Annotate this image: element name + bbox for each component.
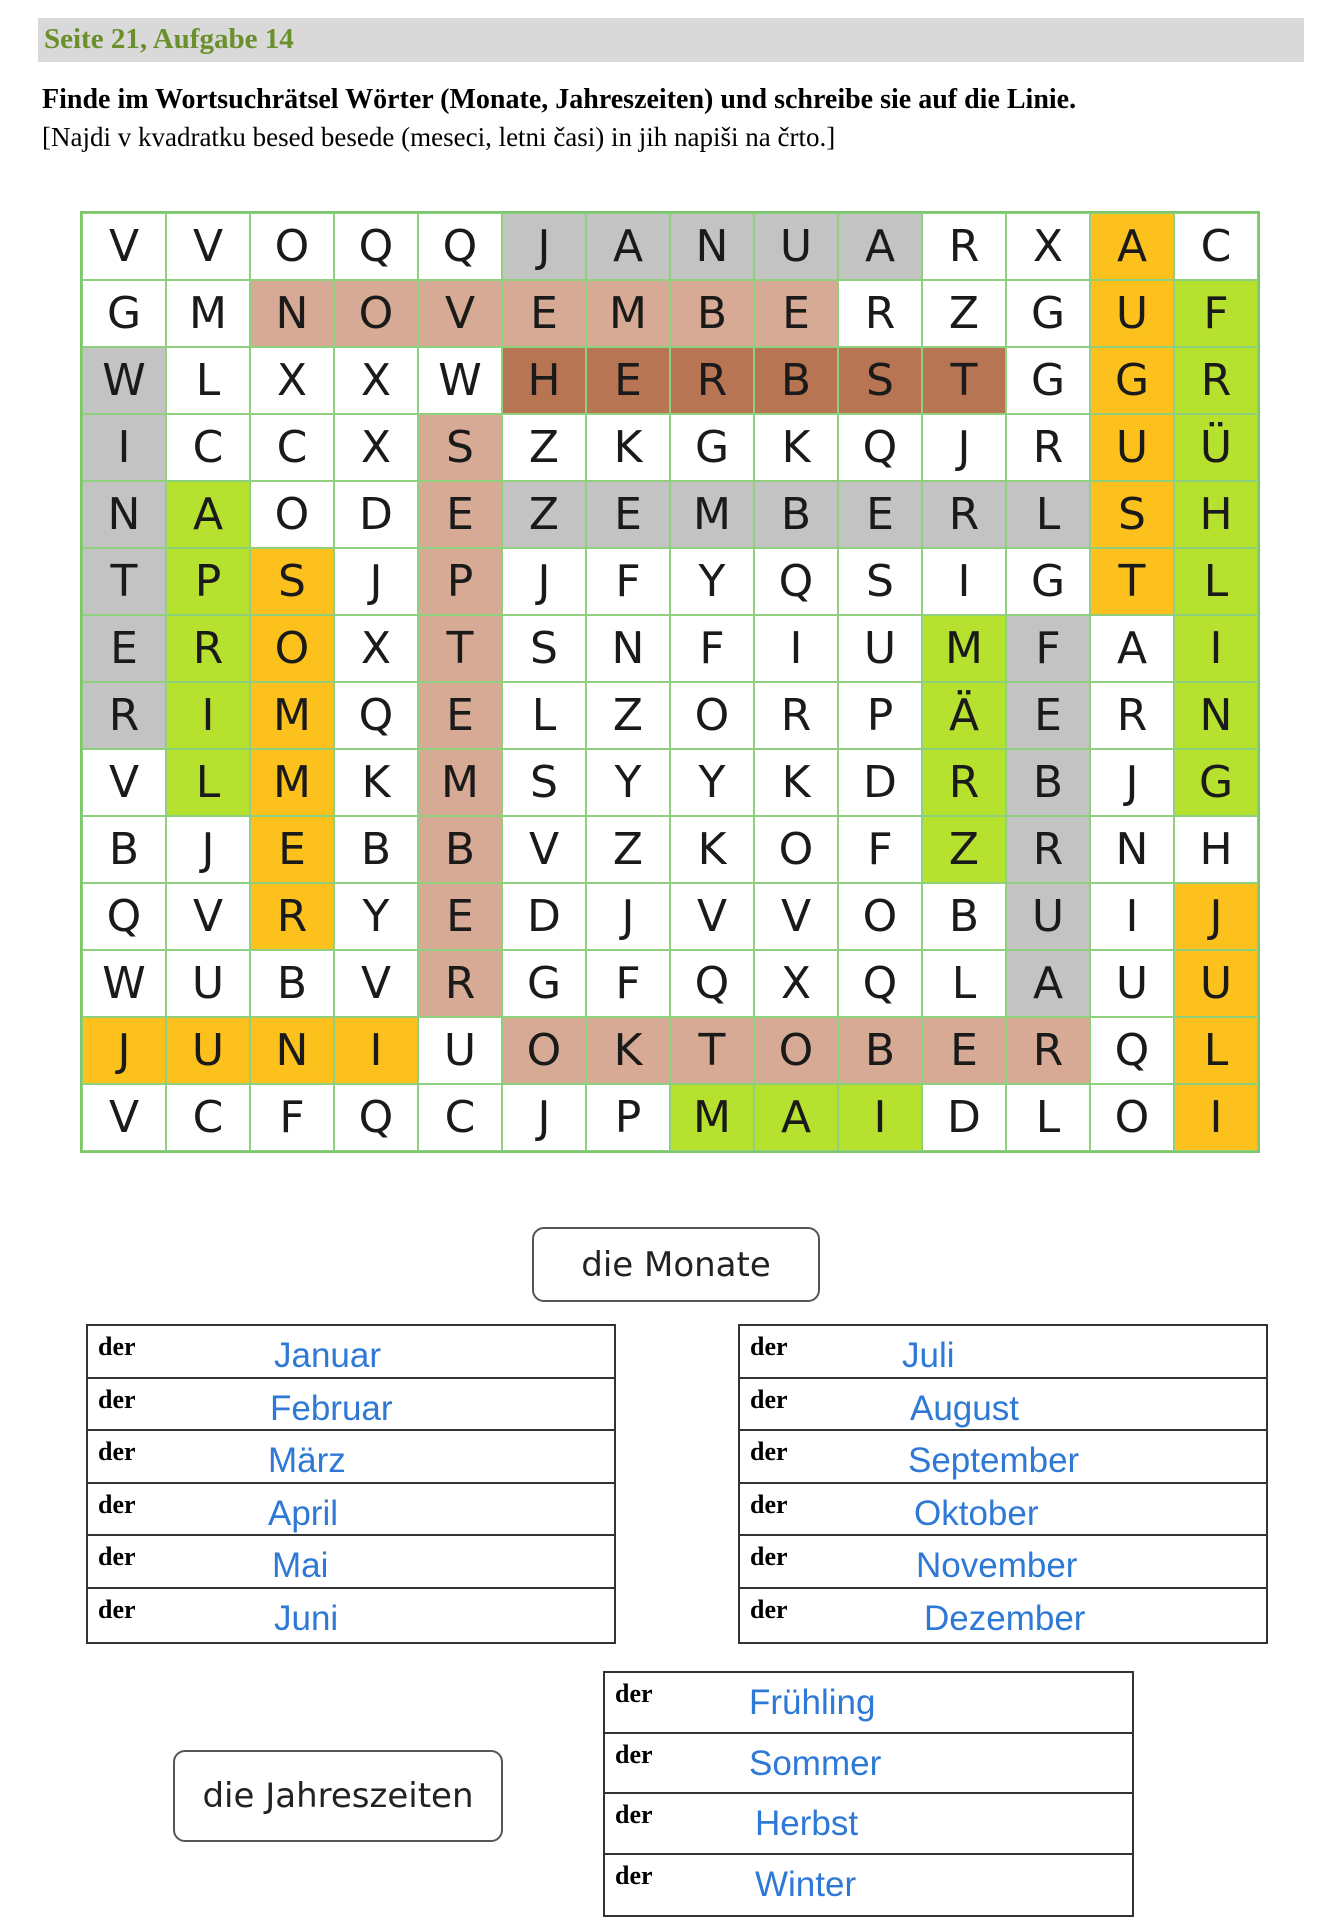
answer-row (88, 1589, 614, 1642)
answer-word[interactable]: Dezember (924, 1598, 1086, 1638)
answer-row (605, 1855, 1132, 1916)
article-label: der (98, 1542, 136, 1572)
grid-cell: U (166, 1017, 250, 1084)
article-label: der (750, 1437, 788, 1467)
grid-cell: U (754, 213, 838, 280)
grid-cell: A (838, 213, 922, 280)
grid-cell: V (418, 280, 502, 347)
grid-cell: R (1174, 347, 1258, 414)
grid-cell: G (502, 950, 586, 1017)
grid-cell: C (1174, 213, 1258, 280)
grid-cell: A (166, 481, 250, 548)
grid-cell: Z (502, 414, 586, 481)
grid-cell: S (502, 615, 586, 682)
grid-cell: A (1090, 615, 1174, 682)
answer-word[interactable]: Juli (902, 1336, 955, 1375)
answer-word[interactable]: Mai (272, 1546, 329, 1586)
grid-cell: F (1174, 280, 1258, 347)
grid-cell: O (334, 280, 418, 347)
grid-cell: B (250, 950, 334, 1017)
seasons-label: die Jahreszeiten (173, 1750, 503, 1842)
grid-cell: I (754, 615, 838, 682)
grid-cell: I (838, 1084, 922, 1151)
grid-cell: S (418, 414, 502, 481)
grid-cell: R (250, 883, 334, 950)
grid-cell: U (1090, 280, 1174, 347)
grid-cell: Y (586, 749, 670, 816)
grid-cell: K (586, 1017, 670, 1084)
article-label: der (750, 1489, 788, 1519)
grid-cell: Y (670, 749, 754, 816)
grid-cell: O (838, 883, 922, 950)
grid-cell: O (502, 1017, 586, 1084)
grid-cell: F (838, 816, 922, 883)
grid-cell: P (838, 682, 922, 749)
grid-cell: N (670, 213, 754, 280)
grid-cell: I (1174, 615, 1258, 682)
grid-cell: H (1174, 481, 1258, 548)
grid-cell: I (82, 414, 166, 481)
grid-cell: C (166, 414, 250, 481)
grid-cell: B (670, 280, 754, 347)
grid-cell: F (586, 950, 670, 1017)
grid-cell: R (1006, 1017, 1090, 1084)
answer-row (605, 1673, 1132, 1734)
grid-cell: R (1090, 682, 1174, 749)
grid-cell: L (1006, 481, 1090, 548)
grid-cell: R (166, 615, 250, 682)
grid-cell: E (418, 682, 502, 749)
grid-cell: M (418, 749, 502, 816)
grid-cell: U (166, 950, 250, 1017)
grid-cell: D (502, 883, 586, 950)
grid-cell: O (754, 1017, 838, 1084)
answer-word[interactable]: Herbst (755, 1804, 859, 1843)
grid-cell: J (1090, 749, 1174, 816)
seasons-table (603, 1671, 1134, 1917)
grid-cell: Z (502, 481, 586, 548)
grid-cell: Y (670, 548, 754, 615)
instruction-text: Finde im Wortsuchrätsel Wörter (Monate, Jahreszeiten) und schreibe sie auf die Linie. (42, 84, 1077, 115)
grid-cell: K (754, 749, 838, 816)
grid-cell: J (334, 548, 418, 615)
grid-cell: K (754, 414, 838, 481)
grid-cell: N (250, 1017, 334, 1084)
grid-cell: O (250, 615, 334, 682)
grid-cell: O (670, 682, 754, 749)
grid-cell: Ä (922, 682, 1006, 749)
grid-cell: X (334, 414, 418, 481)
grid-cell: P (586, 1084, 670, 1151)
months-table-left (86, 1324, 616, 1644)
grid-cell: B (838, 1017, 922, 1084)
answer-word[interactable]: Februar (270, 1388, 393, 1428)
grid-cell: E (418, 883, 502, 950)
grid-cell: L (1174, 1017, 1258, 1084)
answer-row (88, 1536, 614, 1589)
grid-cell: V (82, 1084, 166, 1151)
grid-cell: I (1174, 1084, 1258, 1151)
grid-cell: G (1006, 548, 1090, 615)
grid-cell: R (670, 347, 754, 414)
answer-row (740, 1484, 1266, 1537)
answer-word[interactable]: Januar (274, 1336, 382, 1375)
answer-word[interactable]: Sommer (749, 1743, 882, 1783)
grid-cell: Q (334, 213, 418, 280)
grid-cell: M (670, 1084, 754, 1151)
grid-cell: Z (586, 816, 670, 883)
grid-cell: I (166, 682, 250, 749)
article-label: der (98, 1594, 136, 1624)
grid-cell: F (670, 615, 754, 682)
grid-cell: R (418, 950, 502, 1017)
grid-cell: O (754, 816, 838, 883)
grid-cell: B (1006, 749, 1090, 816)
grid-cell: N (1090, 816, 1174, 883)
grid-cell: R (838, 280, 922, 347)
grid-cell: O (1090, 1084, 1174, 1151)
grid-cell: S (1090, 481, 1174, 548)
grid-cell: E (586, 481, 670, 548)
grid-cell: N (82, 481, 166, 548)
grid-cell: F (1006, 615, 1090, 682)
grid-cell: B (922, 883, 1006, 950)
grid-cell: L (1174, 548, 1258, 615)
grid-cell: U (1006, 883, 1090, 950)
grid-cell: I (1090, 883, 1174, 950)
grid-cell: P (418, 548, 502, 615)
grid-cell: X (250, 347, 334, 414)
grid-cell: U (838, 615, 922, 682)
grid-cell: B (82, 816, 166, 883)
answer-row (88, 1484, 614, 1537)
answer-row (605, 1794, 1132, 1855)
article-label: der (98, 1489, 136, 1519)
grid-cell: D (334, 481, 418, 548)
grid-cell: B (754, 347, 838, 414)
grid-cell: L (166, 347, 250, 414)
grid-cell: J (82, 1017, 166, 1084)
grid-cell: J (922, 414, 1006, 481)
answer-row (88, 1326, 614, 1379)
grid-cell: E (250, 816, 334, 883)
answer-word[interactable]: März (268, 1441, 346, 1481)
grid-cell: R (922, 749, 1006, 816)
grid-cell: X (334, 615, 418, 682)
grid-cell: R (754, 682, 838, 749)
grid-cell: V (166, 213, 250, 280)
answer-word[interactable]: November (916, 1546, 1078, 1586)
answer-word[interactable]: Oktober (914, 1493, 1039, 1533)
grid-cell: N (586, 615, 670, 682)
grid-cell: M (250, 682, 334, 749)
article-label: der (750, 1384, 788, 1414)
grid-cell: V (82, 749, 166, 816)
grid-cell: O (250, 213, 334, 280)
answer-word[interactable]: August (910, 1388, 1019, 1428)
grid-cell: U (1090, 950, 1174, 1017)
grid-cell: R (1006, 414, 1090, 481)
grid-cell: J (166, 816, 250, 883)
article-label: der (615, 1860, 653, 1890)
article-label: der (615, 1679, 653, 1708)
grid-cell: O (250, 481, 334, 548)
grid-cell: R (1006, 816, 1090, 883)
grid-cell: D (922, 1084, 1006, 1151)
grid-cell: G (82, 280, 166, 347)
grid-cell: I (922, 548, 1006, 615)
grid-cell: Y (334, 883, 418, 950)
article-label: der (750, 1332, 788, 1361)
answer-row (605, 1734, 1132, 1795)
grid-cell: E (838, 481, 922, 548)
answer-word[interactable]: Frühling (749, 1683, 876, 1722)
grid-cell: D (838, 749, 922, 816)
grid-cell: F (250, 1084, 334, 1151)
grid-cell: A (1006, 950, 1090, 1017)
grid-cell: G (1006, 347, 1090, 414)
grid-cell: Q (418, 213, 502, 280)
page-title: Seite 21, Aufgabe 14 (44, 23, 294, 55)
grid-cell: U (1174, 950, 1258, 1017)
grid-cell: U (1090, 414, 1174, 481)
instruction-translation: [Najdi v kvadratku besed besede (meseci, letni časi) in jih napiši na črto.] (42, 122, 836, 152)
grid-cell: N (1174, 682, 1258, 749)
grid-cell: B (334, 816, 418, 883)
grid-cell: R (922, 213, 1006, 280)
grid-cell: V (334, 950, 418, 1017)
grid-cell: C (418, 1084, 502, 1151)
grid-cell: V (502, 816, 586, 883)
grid-cell: T (922, 347, 1006, 414)
grid-cell: Z (922, 280, 1006, 347)
grid-cell: K (586, 414, 670, 481)
grid-cell: S (838, 347, 922, 414)
grid-cell: N (250, 280, 334, 347)
grid-cell: A (586, 213, 670, 280)
grid-cell: W (418, 347, 502, 414)
article-label: der (98, 1332, 136, 1361)
grid-cell: A (754, 1084, 838, 1151)
grid-cell: M (670, 481, 754, 548)
grid-cell: Q (334, 682, 418, 749)
answer-row (740, 1431, 1266, 1484)
answer-row (740, 1326, 1266, 1379)
grid-cell: T (670, 1017, 754, 1084)
grid-cell: X (754, 950, 838, 1017)
grid-cell: E (82, 615, 166, 682)
months-label: die Monate (532, 1227, 820, 1302)
article-label: der (98, 1437, 136, 1467)
grid-cell: H (502, 347, 586, 414)
grid-cell: R (82, 682, 166, 749)
grid-cell: A (1090, 213, 1174, 280)
answer-row (740, 1379, 1266, 1432)
grid-cell: Z (586, 682, 670, 749)
grid-cell: T (1090, 548, 1174, 615)
article-label: der (98, 1384, 136, 1414)
grid-cell: V (82, 213, 166, 280)
grid-cell: J (1174, 883, 1258, 950)
grid-cell: S (838, 548, 922, 615)
grid-cell: E (922, 1017, 1006, 1084)
grid-cell: H (1174, 816, 1258, 883)
grid-cell: G (1090, 347, 1174, 414)
grid-cell: Z (922, 816, 1006, 883)
answer-word[interactable]: Winter (755, 1864, 857, 1904)
grid-cell: Q (1090, 1017, 1174, 1084)
grid-cell: S (250, 548, 334, 615)
grid-cell: F (586, 548, 670, 615)
grid-cell: Q (754, 548, 838, 615)
grid-cell: X (1006, 213, 1090, 280)
article-label: der (750, 1542, 788, 1572)
grid-cell: M (586, 280, 670, 347)
grid-cell: X (334, 347, 418, 414)
grid-cell: Q (838, 414, 922, 481)
grid-cell: J (502, 548, 586, 615)
grid-cell: J (502, 213, 586, 280)
answer-row (88, 1379, 614, 1432)
grid-cell: K (670, 816, 754, 883)
grid-cell: T (418, 615, 502, 682)
grid-cell: L (166, 749, 250, 816)
grid-cell: W (82, 347, 166, 414)
word-search-grid (82, 213, 1258, 1151)
answer-row (740, 1589, 1266, 1642)
grid-cell: V (166, 883, 250, 950)
grid-cell: I (334, 1017, 418, 1084)
grid-cell: T (82, 548, 166, 615)
grid-cell: U (418, 1017, 502, 1084)
header-bar (38, 18, 1304, 62)
grid-cell: M (166, 280, 250, 347)
grid-cell: Ü (1174, 414, 1258, 481)
grid-cell: L (1006, 1084, 1090, 1151)
grid-cell: L (922, 950, 1006, 1017)
grid-cell: M (922, 615, 1006, 682)
answer-row (740, 1536, 1266, 1589)
grid-cell: Q (82, 883, 166, 950)
grid-cell: E (586, 347, 670, 414)
grid-cell: J (586, 883, 670, 950)
answer-word[interactable]: April (268, 1493, 339, 1533)
grid-cell: E (1006, 682, 1090, 749)
answer-word[interactable]: Juni (274, 1598, 339, 1638)
grid-cell: G (670, 414, 754, 481)
answer-row (88, 1431, 614, 1484)
grid-cell: C (166, 1084, 250, 1151)
grid-cell: B (418, 816, 502, 883)
grid-cell: M (250, 749, 334, 816)
grid-cell: V (754, 883, 838, 950)
grid-cell: E (502, 280, 586, 347)
grid-cell: C (250, 414, 334, 481)
grid-cell: L (502, 682, 586, 749)
grid-cell: R (922, 481, 1006, 548)
months-table-right (738, 1324, 1268, 1644)
grid-cell: J (502, 1084, 586, 1151)
grid-cell: Q (334, 1084, 418, 1151)
grid-cell: W (82, 950, 166, 1017)
article-label: der (615, 1739, 653, 1769)
grid-cell: Q (670, 950, 754, 1017)
article-label: der (615, 1800, 653, 1829)
grid-cell: B (754, 481, 838, 548)
grid-cell: G (1174, 749, 1258, 816)
grid-cell: V (670, 883, 754, 950)
grid-cell: E (418, 481, 502, 548)
grid-cell: P (166, 548, 250, 615)
grid-cell: G (1006, 280, 1090, 347)
grid-cell: Q (838, 950, 922, 1017)
grid-cell: E (754, 280, 838, 347)
answer-word[interactable]: September (908, 1441, 1080, 1481)
grid-cell: K (334, 749, 418, 816)
article-label: der (750, 1594, 788, 1624)
grid-cell: S (502, 749, 586, 816)
